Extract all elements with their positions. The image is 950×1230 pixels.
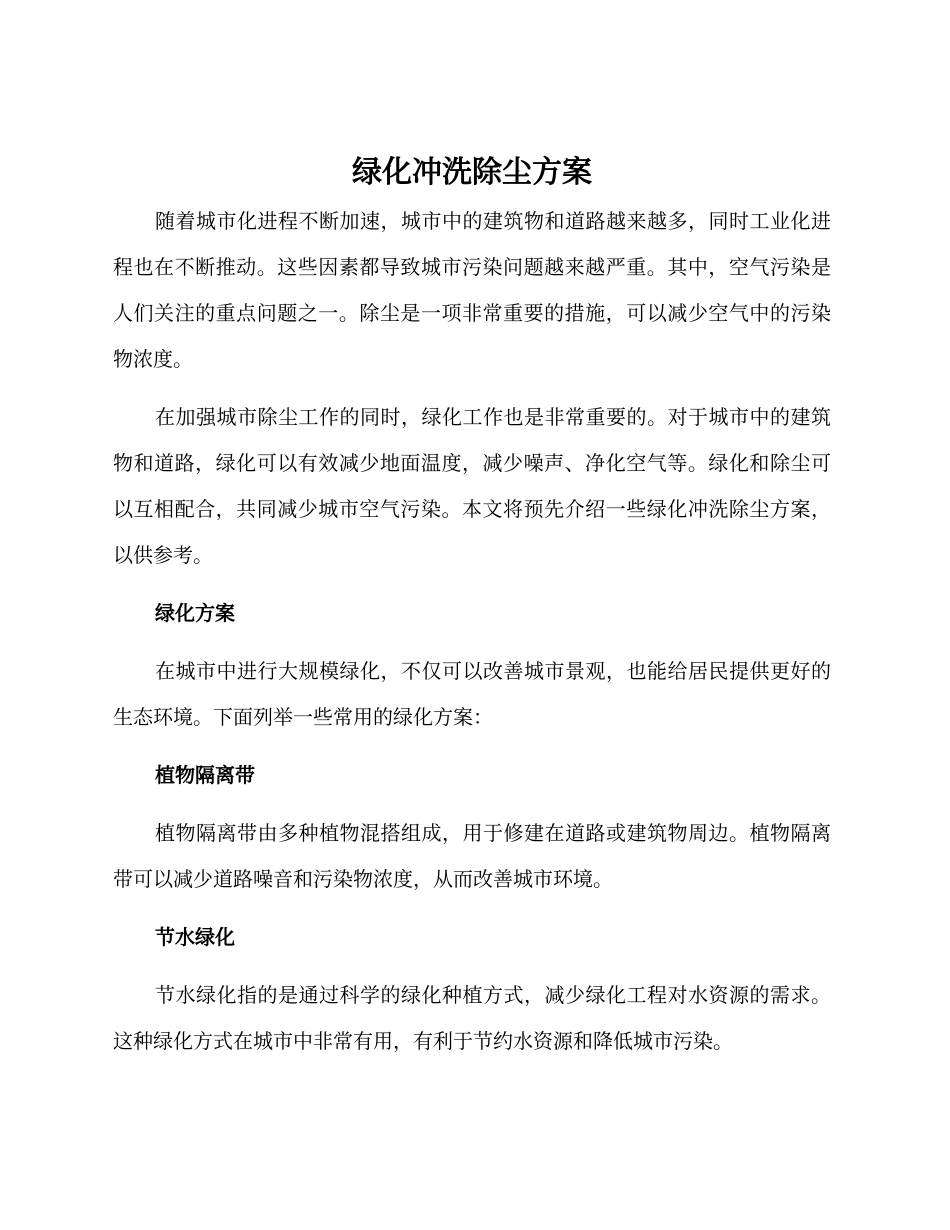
document-page <box>113 150 831 1064</box>
document-title: 绿化冲洗除尘方案 <box>352 155 592 190</box>
section-heading-plant-belt: 植物隔离带 <box>155 763 255 787</box>
plant-belt-paragraph: 植物隔离带由多种植物混搭组成，用于修建在道路或建筑物周边。植物隔离带可以减少道路噪音和污染物浓度，从而改善城市环境。 <box>113 821 831 891</box>
intro-paragraph-2: 在加强城市除尘工作的同时，绿化工作也是非常重要的。对于城市中的建筑物和道路，绿化可以有效减少地面温度，减少噪声、净化空气等。绿化和除尘可以互相配合，共同减少城市空气污染。本文将预先介绍一些绿化冲洗除尘方案，以供参考。 <box>113 405 831 567</box>
intro-paragraph-1: 随着城市化进程不断加速，城市中的建筑物和道路越来越多，同时工业化进程也在不断推动。这些因素都导致城市污染问题越来越严重。其中，空气污染是人们关注的重点问题之一。除尘是一项非常重要的措施，可以减少空气中的污染物浓度。 <box>113 209 831 371</box>
section-heading-greening-plan: 绿化方案 <box>155 601 235 625</box>
water-saving-paragraph: 节水绿化指的是通过科学的绿化种植方式，减少绿化工程对水资源的需求。这种绿化方式在城市中非常有用，有利于节约水资源和降低城市污染。 <box>113 983 831 1053</box>
greening-plan-paragraph: 在城市中进行大规模绿化，不仅可以改善城市景观，也能给居民提供更好的生态环境。下面列举一些常用的绿化方案： <box>113 659 831 729</box>
section-heading-water-saving: 节水绿化 <box>155 925 235 949</box>
